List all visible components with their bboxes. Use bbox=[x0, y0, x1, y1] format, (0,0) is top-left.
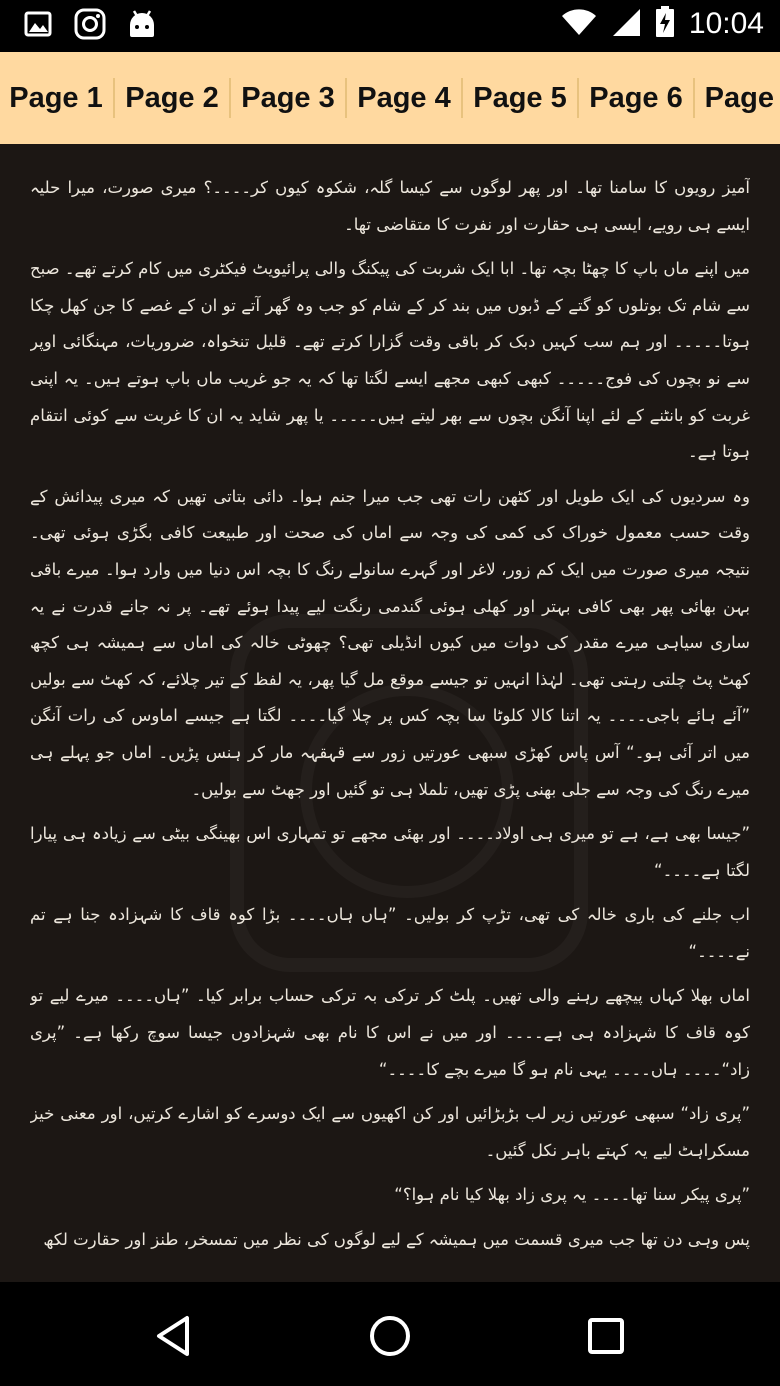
instagram-icon bbox=[74, 8, 106, 44]
paragraph: ”جیسا بھی ہے، ہے تو میری ہی اولاد۔۔۔۔ اور بھئی مجھے تو تمہاری اس بھینگی بیٹی سے زیادہ ہی پیارا لگتا ہے۔۔۔۔“ bbox=[30, 824, 750, 880]
wifi-icon bbox=[561, 8, 597, 40]
paragraph: وہ سردیوں کی ایک طویل اور کٹھن رات تھی جب میرا جنم ہوا۔ دائی بتاتی تھیں کہ میری پیدائش کے وقت حسب معمول خوراک کی کمی کی وجہ سے اماں کی صحت اور طبیعت کافی بگڑی ہوئی تھی۔ نتیجہ میری صورت میں ایک کم زور، لاغر اور گہرے سانولے رنگ کا بچہ اس دنیا میں وارد ہوا۔ میرے باقی بہن بھائی پھر بھی کافی بہتر اور کھلی ہوئی گندمی رنگت لیے پیدا ہوئے تھے۔ پر نہ جانے قدرت نے یہ ساری سیاہی میرے مقدر کی دوات میں کیوں انڈیلی تھی؟ چھوٹی خالہ کی اماں سے ہمیشہ ہی کچھ کھٹ پٹ چلتی رہتی تھی۔ لہٰذا انہیں تو جیسے موقع مل گیا پھر، یہ لفظ کے تیر چلائے، کہ کھٹ سے بولیں ”آئے ہائے باجی۔۔۔۔ یہ اتنا کالا کلوٹا سا بچہ کس پر چلا گیا۔۔۔۔ لگتا ہے جیسے اماوس کی رات آنگن میں اتر آئی ہو۔“ آس پاس کھڑی سبھی عورتیں زور سے قہقہہ مار کر ہنس پڑیں۔ اماں جو پہلے ہی میرے رنگ کی وجہ سے جلی بھنی پڑی تھیں، تلملا ہی تو گئیں اور جھٹ سے بولیں۔ bbox=[30, 486, 750, 799]
tab-page-7[interactable]: Page bbox=[704, 81, 774, 114]
android-icon bbox=[128, 9, 156, 43]
tab-page-2[interactable]: Page 2 bbox=[125, 81, 219, 114]
status-bar bbox=[0, 0, 780, 52]
page-image bbox=[0, 144, 780, 1282]
back-icon bbox=[147, 1308, 203, 1364]
paragraph: آمیز رویوں کا سامنا تھا۔ اور پھر لوگوں سے کیسا گلہ، شکوہ کیوں کر۔۔۔۔؟ میری صورت، میرا حلیہ ایسے ہی رویے، ایسی ہی حقارت اور نفرت کا متقاضی تھا۔ bbox=[30, 178, 750, 234]
back-button[interactable] bbox=[147, 1308, 203, 1364]
paragraph: اب جلنے کی باری خالہ کی تھی، تڑپ کر بولیں۔ ”ہاں ہاں۔۔۔۔ بڑا کوہ قاف کا شہزادہ جنا ہے تم نے۔۔۔۔“ bbox=[30, 905, 750, 961]
status-time: 10:04 bbox=[688, 7, 764, 40]
paragraph: اماں بھلا کہاں پیچھے رہنے والی تھیں۔ پلٹ کر ترکی بہ ترکی حساب برابر کیا۔ ”ہاں۔۔۔۔ میرے لیے تو کوہ قاف کا شہزادہ ہی ہے۔۔۔۔ اور میں نے اس کا نام بھی شہزادوں جیسا سوچ رکھا ہے۔ ”پری زاد“۔۔۔۔ ہاں۔۔۔۔ یہی نام ہو گا میرے بچے کا۔۔۔۔“ bbox=[30, 986, 750, 1079]
paragraph: میں اپنے ماں باپ کا چھٹا بچہ تھا۔ ابا ایک شربت کی پیکنگ والی پرائیویٹ فیکٹری میں کام کرتے تھے۔ صبح سے شام تک بوتلوں کو گتے کے ڈبوں میں بند کر کے شام کو جب وہ گھر آتے تو ان کے غصے کا جن کھل چکا ہوتا۔۔۔۔۔ اور ہم سب کہیں دبک کر باقی وقت گزارا کرتے تھے۔ قلیل تنخواہ، ضروریات، مہنگائی اوپر سے نو بچوں کی فوج۔۔۔۔۔ کبھی کبھی مجھے ایسے لگتا تھا کہ یہ جو غریب ماں باپ ہوتے ہیں۔ یہ اپنی غربت کو بانٹنے کے لئے اپنا آنگن بچوں سے بھر لیتے ہیں۔۔۔۔۔ یا پھر شاید یہ ان کا غربت سے کوئی انتقام ہوتا ہے۔ bbox=[30, 259, 750, 462]
recents-icon bbox=[578, 1308, 634, 1364]
paragraph: ”پری زاد“ سبھی عورتیں زیر لب بڑبڑائیں اور کن اکھیوں سے ایک دوسرے کو اشارے کرتیں، اور معنی خیز مسکراہٹ لیے یہ کہتے باہر نکل گئیں۔ bbox=[30, 1104, 750, 1160]
recents-button[interactable] bbox=[578, 1308, 634, 1364]
home-button[interactable] bbox=[362, 1308, 418, 1364]
home-icon bbox=[362, 1308, 418, 1364]
system-icons bbox=[561, 6, 764, 42]
tab-page-3[interactable]: Page 3 bbox=[241, 81, 335, 114]
notification-icons bbox=[24, 8, 156, 44]
signal-icon bbox=[611, 7, 641, 41]
battery-charging-icon bbox=[655, 6, 675, 42]
tab-page-4[interactable]: Page 4 bbox=[357, 81, 451, 114]
paragraph: پس وہی دن تھا جب میری قسمت میں ہمیشہ کے لیے لوگوں کی نظر میں تمسخر، طنز اور حقارت لکھ bbox=[43, 1230, 750, 1250]
urdu-text bbox=[30, 170, 750, 1260]
image-icon bbox=[24, 11, 52, 41]
tab-page-1[interactable]: Page 1 bbox=[9, 81, 103, 114]
navigation-bar bbox=[0, 1282, 780, 1386]
page-tabs bbox=[0, 52, 780, 144]
tab-page-6[interactable]: Page 6 bbox=[589, 81, 683, 114]
paragraph: ”پری پیکر سنا تھا۔۔۔۔ یہ پری زاد بھلا کیا نام ہوا؟“ bbox=[394, 1185, 750, 1205]
tab-page-5[interactable]: Page 5 bbox=[473, 81, 567, 114]
